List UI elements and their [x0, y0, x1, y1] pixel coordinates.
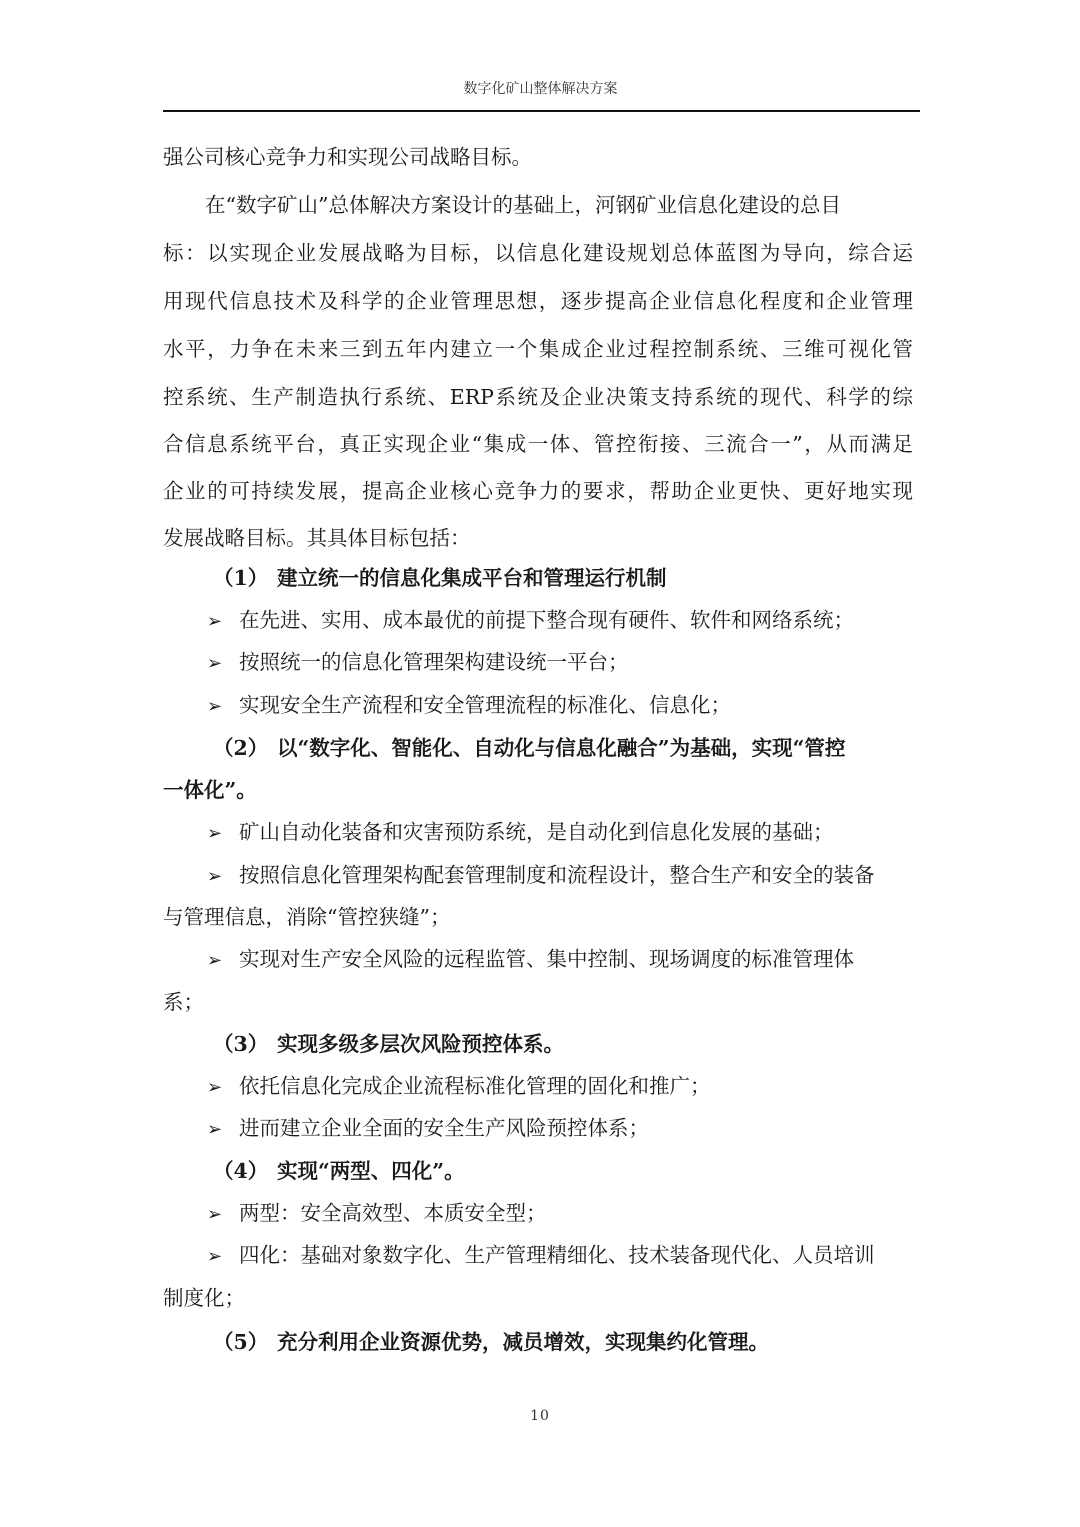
paragraph-line: 发展战略目标。其具体目标包括： [163, 526, 471, 550]
bullet-arrow-icon: ➢ [207, 611, 223, 632]
paragraph-line: 在“数字矿山”总体解决方案设计的基础上，河钢矿业信息化建设的总目 [205, 193, 841, 217]
bullet-text: 在先进、实用、成本最优的前提下整合现有硬件、软件和网络系统； [239, 608, 854, 632]
section-heading [213, 1156, 465, 1186]
bullet-item [207, 1071, 711, 1101]
bullet-arrow-icon: ➢ [207, 1246, 223, 1267]
paragraph-line: 用现代信息技术及科学的企业管理思想，逐步提高企业信息化程度和企业管理 [163, 289, 913, 313]
bullet-text: 实现安全生产流程和安全管理流程的标准化、信息化； [239, 693, 731, 717]
section-title: 建立统一的信息化集成平台和管理运行机制 [277, 566, 667, 590]
bullet-arrow-icon: ➢ [207, 1077, 223, 1098]
paragraph-line: 合信息系统平台，真正实现企业“集成一体、管控衔接、三流合一”，从而满足 [163, 432, 913, 456]
section-number: （1） [213, 566, 269, 590]
section-heading [213, 733, 845, 763]
section-heading [213, 563, 667, 593]
bullet-item [207, 647, 629, 677]
bullet-arrow-icon: ➢ [207, 823, 223, 844]
bullet-text: 矿山自动化装备和灾害预防系统，是自动化到信息化发展的基础； [239, 820, 834, 844]
bullet-continuation: 与管理信息，消除“管控狭缝”； [163, 905, 451, 929]
bullet-arrow-icon: ➢ [207, 653, 223, 674]
bullet-item [207, 1240, 875, 1270]
bullet-text: 四化：基础对象数字化、生产管理精细化、技术装备现代化、人员培训 [239, 1243, 875, 1267]
section-number: （2） [213, 736, 269, 760]
section-title: 实现多级多层次风险预控体系。 [277, 1032, 564, 1056]
bullet-text: 按照信息化管理架构配套管理制度和流程设计，整合生产和安全的装备 [239, 863, 875, 887]
bullet-item [207, 690, 731, 720]
paragraph-line: 水平，力争在未来三到五年内建立一个集成企业过程控制系统、三维可视化管 [163, 337, 913, 361]
bullet-item [207, 1198, 547, 1228]
bullet-text: 依托信息化完成企业流程标准化管理的固化和推广； [239, 1074, 711, 1098]
paragraph-line: 控系统、生产制造执行系统、ERP系统及企业决策支持系统的现代、科学的综 [163, 385, 913, 409]
bullet-arrow-icon: ➢ [207, 1204, 223, 1225]
paragraph-line: 企业的可持续发展，提高企业核心竞争力的要求，帮助企业更快、更好地实现 [163, 479, 913, 503]
running-header: 数字化矿山整体解决方案 [463, 81, 618, 97]
bullet-arrow-icon: ➢ [207, 1119, 223, 1140]
section-heading [213, 1029, 564, 1059]
section-number: （5） [213, 1330, 269, 1354]
bullet-continuation: 制度化； [163, 1286, 245, 1310]
section-heading [213, 1327, 769, 1357]
paragraph-line: 强公司核心竞争力和实现公司战略目标。 [163, 145, 532, 169]
page-number: 10 [530, 1408, 550, 1424]
bullet-item [207, 605, 854, 635]
section-title-continuation: 一体化”。 [163, 778, 257, 802]
section-title: 实现“两型、四化”。 [277, 1159, 465, 1183]
section-title: 以“数字化、智能化、自动化与信息化融合”为基础，实现“管控 [277, 736, 846, 760]
header-rule [163, 110, 920, 112]
bullet-text: 进而建立企业全面的安全生产风险预控体系； [239, 1116, 649, 1140]
bullet-item [207, 1113, 649, 1143]
bullet-text: 按照统一的信息化管理架构建设统一平台； [239, 650, 629, 674]
bullet-item [207, 817, 834, 847]
section-number: （4） [213, 1159, 269, 1183]
bullet-continuation: 系； [163, 990, 204, 1014]
section-number: （3） [213, 1032, 269, 1056]
bullet-item [207, 944, 854, 974]
bullet-text: 实现对生产安全风险的远程监管、集中控制、现场调度的标准管理体 [239, 947, 854, 971]
bullet-item [207, 860, 875, 890]
bullet-arrow-icon: ➢ [207, 696, 223, 717]
bullet-text: 两型：安全高效型、本质安全型； [239, 1201, 547, 1225]
section-title: 充分利用企业资源优势，减员增效，实现集约化管理。 [277, 1330, 769, 1354]
bullet-arrow-icon: ➢ [207, 950, 223, 971]
paragraph-line: 标：以实现企业发展战略为目标，以信息化建设规划总体蓝图为导向，综合运 [163, 241, 913, 265]
bullet-arrow-icon: ➢ [207, 866, 223, 887]
